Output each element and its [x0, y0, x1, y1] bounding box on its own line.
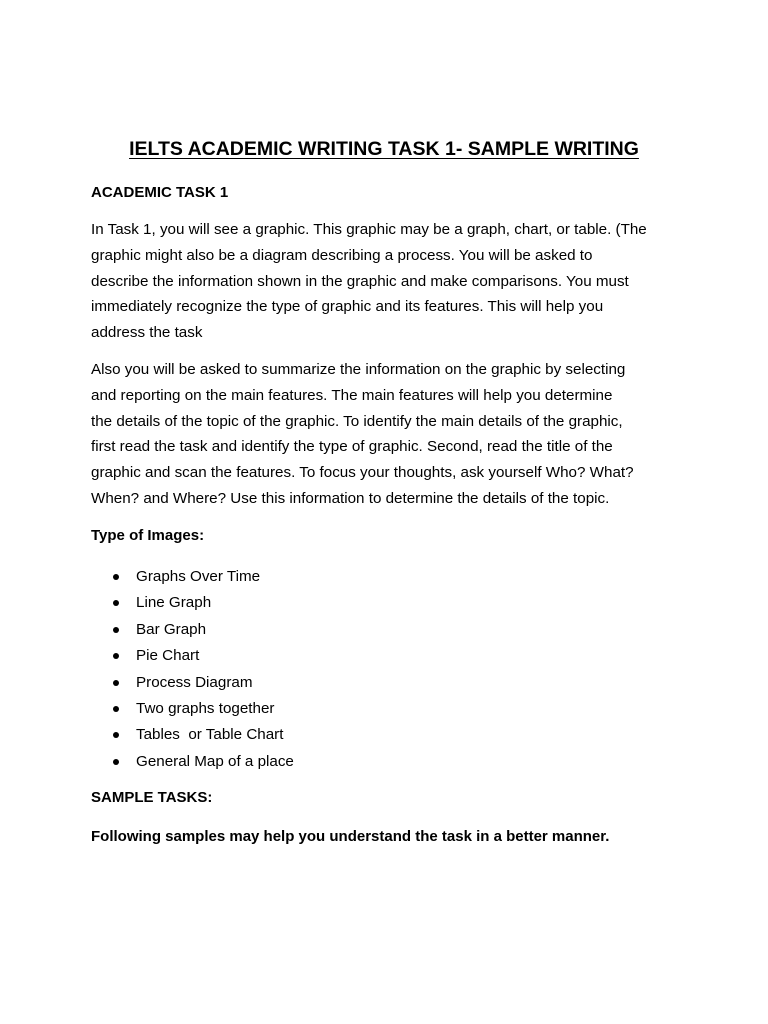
- bullet-icon: [113, 653, 119, 659]
- list-item: [110, 749, 294, 775]
- types-heading: Type of Images:: [91, 527, 205, 544]
- list-item-label: Process Diagram: [136, 673, 253, 691]
- list-item: [110, 643, 294, 669]
- bullet-icon: [113, 600, 119, 606]
- bullet-icon: [113, 732, 119, 738]
- sample-tasks-heading: SAMPLE TASKS:: [91, 789, 213, 806]
- bullet-icon: [113, 759, 119, 765]
- paragraph-line: Also you will be asked to summarize the information on the graphic by selecting: [91, 361, 626, 378]
- bullet-icon: [113, 706, 119, 712]
- section-heading: ACADEMIC TASK 1: [91, 184, 229, 201]
- bullet-icon: [113, 627, 119, 633]
- list-item: [110, 696, 294, 722]
- sample-note: Following samples may help you understand the task in a better manner.: [91, 828, 610, 845]
- list-item-label: Bar Graph: [136, 620, 207, 638]
- intro-paragraph: [91, 217, 691, 346]
- paragraph-line: immediately recognize the type of graphic and its features. This will help you: [91, 298, 604, 316]
- bullet-icon: [113, 680, 119, 686]
- list-item: [110, 590, 294, 616]
- page-title: IELTS ACADEMIC WRITING TASK 1- SAMPLE WRITING: [129, 138, 639, 160]
- list-item: [110, 722, 294, 748]
- paragraph-line: the details of the topic of the graphic. To identify the main details of the graphic,: [91, 412, 623, 430]
- list-item-label: Line Graph: [136, 594, 212, 612]
- image-types-list: [110, 564, 294, 775]
- summary-paragraph: [91, 357, 691, 512]
- list-item-label: Tables or Table Chart: [136, 726, 284, 744]
- list-item-label: General Map of a place: [136, 752, 294, 770]
- list-item-label: Graphs Over Time: [136, 568, 261, 585]
- paragraph-line: first read the task and identify the type of graphic. Second, read the title of the: [91, 438, 613, 456]
- list-item-label: Pie Chart: [136, 647, 200, 665]
- list-item: [110, 617, 294, 643]
- list-item-label: Two graphs together: [136, 699, 275, 717]
- paragraph-line: describe the information shown in the graphic and make comparisons. You must: [91, 272, 629, 290]
- paragraph-line: and reporting on the main features. The main features will help you determine: [91, 386, 613, 404]
- paragraph-line: graphic might also be a diagram describing a process. You will be asked to: [91, 246, 593, 264]
- paragraph-line: graphic and scan the features. To focus your thoughts, ask yourself Who? What?: [91, 464, 634, 482]
- paragraph-line: When? and Where? Use this information to determine the details of the topic.: [91, 489, 610, 507]
- paragraph-line: address the task: [91, 324, 203, 342]
- list-item: [110, 564, 294, 590]
- paragraph-line: In Task 1, you will see a graphic. This graphic may be a graph, chart, or table. (The: [91, 221, 647, 238]
- bullet-icon: [113, 574, 119, 580]
- list-item: [110, 670, 294, 696]
